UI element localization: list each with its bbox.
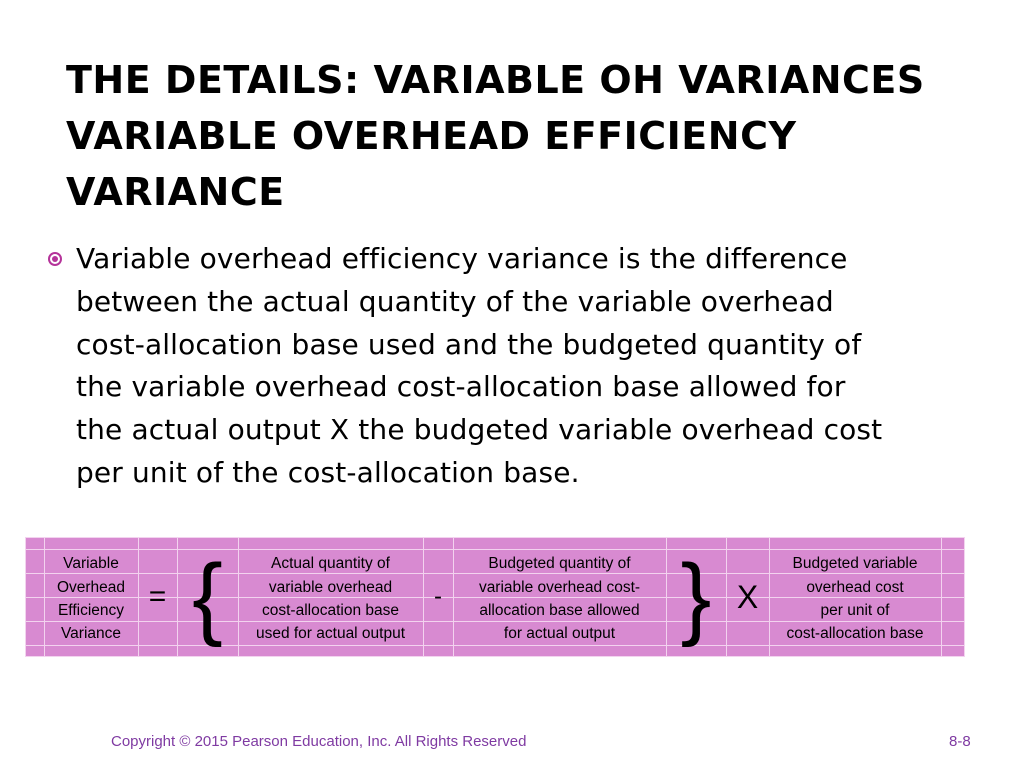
grid-line [25,537,26,657]
budgeted-line: variable overhead cost- [478,578,641,596]
bullet-line-6: per unit of the cost-allocation base. [76,455,580,489]
actual-line: used for actual output [255,625,406,643]
rate-line: overhead cost [806,578,904,596]
bullet-line-1: Variable overhead efficiency variance is the difference [76,242,848,275]
rate-line: Budgeted variable [792,555,918,573]
grid-line [941,537,942,657]
minus-sign: - [434,583,442,610]
equals-sign: = [148,580,167,613]
rate-line: cost-allocation base [786,625,924,643]
title-line-3: VARIANCE [66,170,285,214]
formula-table [25,537,965,657]
title-line-2: VARIABLE OVERHEAD EFFICIENCY [66,114,797,158]
circle-bullet-icon [48,252,62,266]
budgeted-quantity-cell [453,537,666,659]
bullet-line-5: the actual output X the budgeted variable overhead cost [76,413,883,447]
result-line: Variance [60,625,122,643]
result-cell [44,537,138,659]
rate-cell [769,537,941,659]
actual-line: variable overhead [268,578,393,596]
bullet-line-2: between the actual quantity of the variable overhead [76,284,834,318]
bullet-line-3: cost-allocation base used and the budgeted quantity of [76,327,862,361]
copyright-text: Copyright © 2015 Pearson Education, Inc. All Rights Reserved [111,733,527,750]
times-sign: X [736,578,759,615]
bullet-line-4: the variable overhead cost-allocation base allowed for [76,370,846,404]
rate-line: per unit of [820,602,890,619]
budgeted-line: for actual output [503,625,616,643]
title-line-1: THE DETAILS: VARIABLE OH VARIANCES [66,58,925,102]
page-number: 8-8 [949,733,971,750]
budgeted-line: allocation base allowed [479,602,640,619]
result-line: Overhead [56,578,126,596]
actual-line: Actual quantity of [271,555,390,573]
actual-line: cost-allocation base [262,602,399,619]
slide-title [66,52,966,220]
open-brace: { [192,545,223,648]
bullet-text [76,238,996,495]
result-line: Efficiency [57,602,125,619]
actual-quantity-cell [238,537,423,659]
close-brace: } [680,545,712,648]
result-line: Variable [63,555,119,573]
grid-line [964,537,965,657]
budgeted-line: Budgeted quantity of [488,555,631,573]
